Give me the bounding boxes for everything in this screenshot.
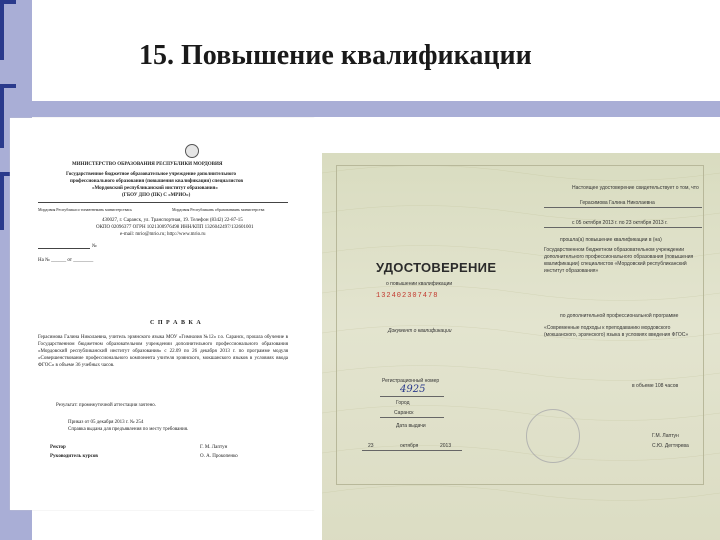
- date-day: 23: [368, 443, 374, 449]
- address-line-3: e-mail: mrio@mrio.ru; http://www.mrio.ru: [120, 232, 206, 237]
- number-line: [38, 248, 90, 249]
- org-line-4: (ГБОУ ДПО (ПК) С «МРИО»): [122, 193, 191, 198]
- cert-hours: в объеме 108 часов: [632, 383, 679, 389]
- sign2-role: Руководитель курсов: [50, 454, 98, 459]
- coat-of-arms-emblem: [185, 144, 199, 158]
- name-rule: [544, 207, 702, 208]
- header-rule: [38, 202, 288, 203]
- reg-value: 4925: [400, 384, 426, 395]
- cert-title: УДОСТОВЕРЕНИЕ: [376, 260, 497, 275]
- title-underline-bar: [32, 101, 720, 117]
- sub-right: Мордовия Республикань образованиянь министерства: [172, 207, 265, 212]
- sign2-name: О. А. Прокопенко: [200, 454, 238, 459]
- city-rule: [380, 417, 444, 418]
- certificate-sheet: [322, 153, 720, 540]
- cert-subtitle: о повышении квалификации: [386, 281, 453, 287]
- official-seal: [526, 409, 580, 463]
- date-month: октября: [400, 443, 419, 449]
- slide-title: 15. Повышение квалификации: [139, 40, 532, 71]
- org-line-3: «Мордовский республиканский институт образования»: [92, 186, 218, 191]
- cert-institution: Государственном бюджетном образовательном учреждении дополнительного профессионального образования (повышения квалификации) специалистов «Мордовский республиканский институт образования»: [544, 247, 694, 274]
- org-line-2: профессионального образования (повышения квалификации) специалистов: [70, 179, 244, 184]
- date-rule: [362, 450, 462, 451]
- sign1-name: Г. М. Лаптун: [200, 445, 228, 450]
- reg-caption: Регистрационный номер: [382, 378, 440, 384]
- ref-line: На № ______ от ________: [38, 258, 94, 263]
- spravka-document: [10, 118, 314, 510]
- city-value: Саранск: [394, 410, 414, 416]
- city-caption: Город: [396, 400, 410, 406]
- org-line-1: Государственное бюджетное образовательное учреждение дополнительного: [66, 172, 237, 177]
- number-label: №: [92, 244, 97, 249]
- sign1-role: Ректор: [50, 445, 66, 450]
- date-year: 2013: [440, 443, 452, 449]
- program-caption: по дополнительной профессиональной программе: [560, 313, 679, 319]
- spravka-result: Результат: промежуточной аттестации зачтено.: [56, 403, 157, 408]
- date-caption: Дата выдачи: [396, 423, 426, 429]
- spravka-body: Герасимова Галина Николаевна, учитель эрзянского языка МОУ «Гимназия №12» г.о. Саранск, прошла обучение в Государственном бюджетном образовательном учреждении дополнительного профессионального образования «Мордовский республиканский институт образования» с 22.09 по 26 декабря 2013 г. по программе модуля «Совершенствование профессионального компонента учителя эрзянского, мокшанского языков в условиях ввода ФГОС» в объеме 36 учебных часов.: [38, 335, 288, 368]
- sub-left: Мордовия Республикасо тонавтнемань министерствась: [38, 207, 133, 212]
- cert-top-caption: Настоящее удостоверение свидетельствует о том, что: [572, 185, 699, 191]
- certificate-document: [314, 118, 720, 510]
- reg-rule: [380, 396, 444, 397]
- cert-passed: прошла(а) повышение квалификации в (на): [560, 237, 662, 243]
- issued-order: Приказ от 05 декабря 2013 г. № 254: [68, 420, 144, 425]
- rail-mark-1: [0, 0, 16, 60]
- cert-doc-type: Документ о квалификации: [388, 328, 452, 334]
- signer-2: С.Ю. Дегтярева: [652, 443, 689, 449]
- cert-period: с 05 октября 2013 г. по 23 октября 2013 г.: [572, 220, 668, 226]
- cert-program: «Современные подходы к преподаванию мордовского (мокшанского, эрзянского) языка в условиях введения ФГОС»: [544, 325, 689, 338]
- spravka-heading: С П Р А В К А: [150, 320, 202, 326]
- signer-1: Г.М. Лаптун: [652, 433, 679, 439]
- ministry-heading: МИНИСТЕРСТВО ОБРАЗОВАНИЯ РЕСПУБЛИКИ МОРДОВИЯ: [72, 162, 223, 167]
- address-line-2: ОКПО 02096377 ОГРН 1021300976498 ИНН/КПП 1326042497/132601001: [96, 225, 254, 230]
- cert-holder-name: Герасимова Галина Николаевна: [580, 200, 655, 206]
- period-rule: [544, 227, 702, 228]
- address-line-1: 430027, г. Саранск, ул. Транспортная, 19. Телефон (8342) 22-87-15: [102, 218, 243, 223]
- cert-reg-number: 132402307478: [376, 292, 439, 300]
- issued-note: Справка выдана для предъявления по месту требования.: [68, 427, 189, 432]
